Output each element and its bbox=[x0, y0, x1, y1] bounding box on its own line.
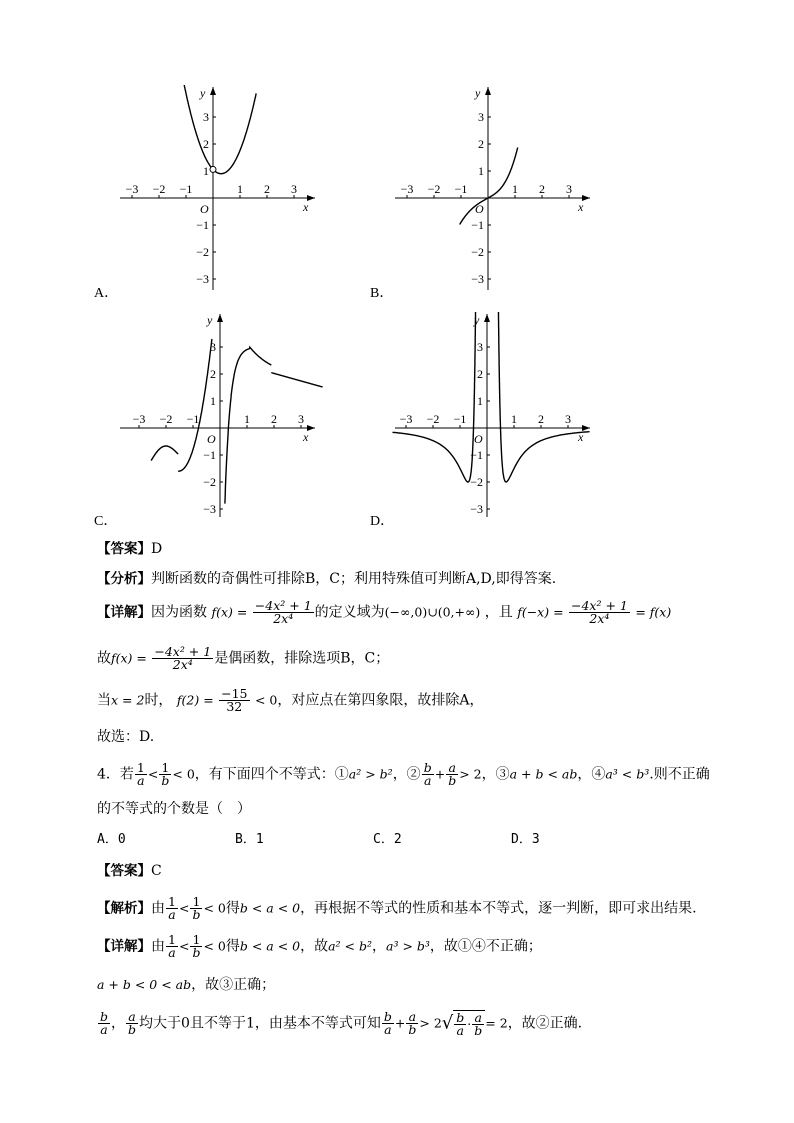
answer-tag: 【答案】 bbox=[97, 541, 151, 557]
q3-analysis-line bbox=[97, 568, 556, 590]
frac-a-b: $\frac{a}{b}$ bbox=[408, 1009, 417, 1037]
x-tick-label: 1 bbox=[244, 412, 250, 426]
frac-1-a: $\frac{1}{a}$ bbox=[136, 760, 145, 788]
graph-option-a bbox=[115, 85, 325, 295]
function-fraction-2: $\frac{\text{−4x² + 1}}{\text{2x⁴}}$ bbox=[571, 598, 628, 626]
frac-b-a: $\frac{b}{a}$ bbox=[423, 760, 432, 788]
x-tick-label: 2 bbox=[271, 412, 277, 426]
x-axis-label: x bbox=[303, 200, 309, 214]
y-tick-label: −1 bbox=[470, 448, 483, 462]
plus: + bbox=[434, 766, 446, 782]
frac-1-b: $\frac{1}{b}$ bbox=[192, 932, 201, 960]
x-tick-label: −2 bbox=[427, 182, 441, 196]
frac-a-b: $\frac{a}{b}$ bbox=[448, 760, 457, 788]
function-expr: f(x) = bbox=[211, 604, 248, 620]
q4-answer-line bbox=[97, 860, 162, 882]
detail-text: ，且 bbox=[484, 604, 513, 621]
y-tick-label: 1 bbox=[478, 164, 484, 178]
detail-text: 故 bbox=[97, 650, 111, 667]
x-axis-label: x bbox=[303, 430, 309, 444]
y-tick-label: 3 bbox=[210, 340, 216, 354]
lt: < bbox=[178, 900, 190, 916]
x-tick-label: 1 bbox=[237, 182, 243, 196]
q4-choices bbox=[97, 828, 649, 851]
detail-text: 得 bbox=[225, 938, 240, 955]
sum-product-expr: a + b < 0 < ab bbox=[97, 977, 192, 992]
option-d-label: D． bbox=[370, 514, 395, 529]
sqrt-icon: √ bbox=[441, 1012, 454, 1034]
detail-tag: 【详解】 bbox=[97, 604, 151, 621]
graph-option-d bbox=[390, 312, 600, 522]
y-tick-label: 1 bbox=[203, 164, 209, 178]
inequality-3: a + b < ab bbox=[509, 766, 578, 782]
detail-text: 由 bbox=[151, 938, 165, 955]
frac-a-b: $\frac{a}{b}$ bbox=[128, 1009, 137, 1037]
detail-text: ， bbox=[372, 938, 387, 955]
stem-text: ，有下面四个不等式：① bbox=[194, 766, 349, 783]
x-tick-label: 2 bbox=[264, 182, 270, 196]
gt-two: > 2 bbox=[419, 1015, 442, 1031]
q3-detail-line-4 bbox=[97, 726, 154, 748]
lt: < bbox=[178, 938, 190, 954]
detail-text: 时， bbox=[144, 692, 173, 709]
y-tick-label: −1 bbox=[196, 218, 209, 232]
answer-value: D bbox=[151, 541, 163, 557]
detail-text: 故选：D. bbox=[97, 729, 155, 745]
jiexi-text: ，再根据不等式的性质和基本不等式，逐一判断，即可求出结果. bbox=[300, 900, 697, 917]
choice-d[interactable]: D．3 bbox=[511, 832, 540, 847]
x-tick-label: 3 bbox=[565, 412, 571, 426]
question-number: 4．若 bbox=[97, 766, 134, 783]
x-tick-label: −1 bbox=[454, 182, 468, 196]
origin-label: O bbox=[475, 202, 484, 216]
stem-text: ，② bbox=[392, 766, 421, 783]
frac-b-a: $\frac{b}{a}$ bbox=[456, 1010, 465, 1038]
y-axis-arrow-icon bbox=[210, 87, 216, 95]
x-tick-label: −3 bbox=[125, 182, 139, 196]
y-tick-label: 3 bbox=[203, 110, 209, 124]
y-tick-label: −3 bbox=[203, 502, 216, 516]
y-axis-label: y bbox=[200, 86, 206, 100]
lt-zero: < 0 bbox=[203, 938, 226, 954]
x-tick-label: −2 bbox=[426, 412, 440, 426]
f-neg-x-expr: f(−x) = bbox=[517, 604, 564, 620]
frac-1-b: $\frac{1}{b}$ bbox=[161, 760, 170, 788]
curve-right-tail bbox=[271, 373, 322, 387]
stem-text: ，③ bbox=[481, 766, 510, 783]
square-ineq: a² < b² bbox=[328, 938, 373, 954]
origin-label: O bbox=[207, 432, 216, 446]
q4-detail-line-2 bbox=[97, 974, 275, 996]
choice-a[interactable]: A．0 bbox=[97, 832, 126, 847]
frac-a-b: $\frac{a}{b}$ bbox=[474, 1010, 483, 1038]
x-tick-label: 1 bbox=[511, 412, 517, 426]
jiexi-text: 由 bbox=[151, 900, 165, 917]
x-tick-label: −1 bbox=[186, 412, 200, 426]
frac-1-b: $\frac{1}{b}$ bbox=[192, 894, 201, 922]
b-a-order: b < a < 0 bbox=[239, 938, 301, 954]
frac-b-a: $\frac{b}{a}$ bbox=[100, 1009, 109, 1037]
plus: + bbox=[394, 1015, 406, 1031]
q3-detail-line-1 bbox=[97, 600, 671, 625]
x-tick-label: −3 bbox=[399, 412, 413, 426]
frac-1-a: $\frac{1}{a}$ bbox=[168, 932, 176, 960]
detail-text: ，故 bbox=[300, 938, 329, 955]
x-tick-label: 2 bbox=[538, 412, 544, 426]
curve-left bbox=[393, 432, 473, 482]
q4-stem-line-2 bbox=[97, 798, 251, 820]
detail-text: ，对应点在第四象限，故排除A， bbox=[277, 692, 484, 709]
x-tick-label: 1 bbox=[512, 182, 518, 196]
y-tick-label: −2 bbox=[470, 475, 483, 489]
graph-option-b bbox=[390, 85, 600, 295]
y-axis-label: y bbox=[475, 86, 481, 100]
q4-jiexi-line bbox=[97, 896, 697, 921]
x-tick-label: −2 bbox=[159, 412, 173, 426]
detail-text: ， bbox=[111, 1015, 126, 1032]
function-fraction: $\frac{\text{−4x² + 1}}{\text{2x⁴}}$ bbox=[254, 598, 312, 626]
analysis-text: 判断函数的奇偶性可排除B，C；利用特殊值可判断A,D,即得答案. bbox=[151, 571, 557, 587]
stem-text: ，④ bbox=[577, 766, 606, 783]
frac-b-a: $\frac{b}{a}$ bbox=[383, 1009, 392, 1037]
x-tick-label: −1 bbox=[453, 412, 467, 426]
option-a-label: A． bbox=[94, 286, 119, 301]
y-tick-label: 1 bbox=[477, 394, 483, 408]
detail-text: 均大于0且不等于1，由基本不等式可知 bbox=[139, 1015, 381, 1032]
y-tick-label: 2 bbox=[203, 137, 209, 151]
y-tick-label: 2 bbox=[210, 367, 216, 381]
jiexi-tag: 【解析】 bbox=[97, 900, 151, 917]
q3-detail-line-3 bbox=[97, 688, 484, 713]
choice-c[interactable]: C．2 bbox=[373, 832, 402, 847]
y-tick-label: 3 bbox=[477, 340, 483, 354]
x-tick-label: −1 bbox=[179, 182, 193, 196]
detail-text: 当 bbox=[97, 692, 111, 709]
jiexi-text: 得 bbox=[225, 900, 240, 917]
x-axis-label: x bbox=[578, 200, 584, 214]
x-tick-label: 3 bbox=[566, 182, 572, 196]
q3-answer-line bbox=[97, 538, 162, 560]
y-axis-arrow-icon bbox=[485, 87, 491, 95]
answer-value: C bbox=[151, 863, 162, 879]
y-axis-label: y bbox=[207, 313, 213, 327]
analysis-tag: 【分析】 bbox=[97, 571, 151, 587]
q4-stem-line-1 bbox=[97, 762, 710, 787]
x-tick-label: 3 bbox=[291, 182, 297, 196]
detail-text: 是偶函数，排除选项B，C； bbox=[214, 650, 390, 667]
domain-expr: (−∞,0)∪(0,+∞) bbox=[384, 604, 481, 620]
choice-b[interactable]: B．1 bbox=[235, 832, 264, 847]
detail-text: 的定义域为 bbox=[314, 604, 385, 621]
x-axis-label: x bbox=[578, 430, 584, 444]
y-axis-arrow-icon bbox=[484, 314, 490, 322]
detail-text: 因为函数 bbox=[151, 604, 207, 621]
option-c-label: C． bbox=[94, 514, 118, 529]
lt-zero: < 0 bbox=[254, 692, 278, 708]
q4-detail-line-1 bbox=[97, 934, 542, 959]
detail-text: ，故③正确； bbox=[191, 977, 276, 993]
f-2-fraction: $\frac{-15}{32}$ bbox=[221, 686, 248, 714]
y-tick-label: −3 bbox=[470, 502, 483, 516]
stem-text: .则不正确 bbox=[649, 766, 710, 783]
y-axis-label: y bbox=[474, 313, 480, 327]
curve-left-low bbox=[151, 446, 178, 461]
lt: < bbox=[147, 766, 159, 782]
y-tick-label: −3 bbox=[196, 272, 209, 286]
b-a-order: b < a < 0 bbox=[239, 900, 301, 916]
q4-detail-line-3 bbox=[97, 1010, 582, 1037]
x-tick-label: −2 bbox=[152, 182, 166, 196]
x-tick-label: −3 bbox=[400, 182, 414, 196]
inequality-4: a³ < b³ bbox=[605, 766, 650, 782]
y-tick-label: 1 bbox=[210, 394, 216, 408]
y-tick-label: −1 bbox=[471, 218, 484, 232]
x-tick-label: 3 bbox=[298, 412, 304, 426]
option-b-label: B． bbox=[370, 286, 394, 301]
dot: · bbox=[467, 1016, 472, 1032]
function-fraction-3: $\frac{\text{−4x² + 1}}{\text{2x⁴}}$ bbox=[154, 644, 212, 672]
lt-zero: < 0 bbox=[203, 900, 226, 916]
q3-detail-line-2 bbox=[97, 646, 389, 671]
graph-option-c bbox=[115, 312, 325, 522]
eq-f-x: = f(x) bbox=[635, 604, 672, 620]
inequality-1: a² > b² bbox=[348, 766, 393, 782]
y-tick-label: 2 bbox=[477, 367, 483, 381]
x-value: x = 2 bbox=[111, 692, 145, 708]
x-tick-label: −3 bbox=[132, 412, 146, 426]
y-tick-label: −1 bbox=[203, 448, 216, 462]
y-tick-label: −2 bbox=[203, 475, 216, 489]
origin-label: O bbox=[474, 432, 483, 446]
y-tick-label: −3 bbox=[471, 272, 484, 286]
function-expr: f(x) = bbox=[111, 650, 147, 666]
lt-zero: < 0 bbox=[172, 766, 195, 782]
detail-tag: 【详解】 bbox=[97, 938, 151, 955]
eq-two: = 2 bbox=[485, 1015, 508, 1031]
curve-right bbox=[502, 432, 590, 482]
f-2-expr: f(2) = bbox=[176, 692, 214, 708]
curve-left bbox=[172, 85, 213, 169]
cube-ineq: a³ > b³ bbox=[386, 938, 430, 954]
y-tick-label: 3 bbox=[478, 110, 484, 124]
y-tick-label: −2 bbox=[471, 245, 484, 259]
y-axis-arrow-icon bbox=[217, 314, 223, 322]
y-tick-label: −2 bbox=[196, 245, 209, 259]
curve-right bbox=[213, 93, 256, 173]
gt-two: > 2 bbox=[459, 766, 482, 782]
open-point bbox=[210, 166, 216, 172]
answer-tag: 【答案】 bbox=[97, 863, 151, 879]
frac-1-a: $\frac{1}{a}$ bbox=[168, 894, 176, 922]
y-tick-label: 2 bbox=[478, 137, 484, 151]
curve-right-spike bbox=[497, 312, 502, 459]
detail-text: ，故②正确. bbox=[507, 1015, 583, 1032]
stem-text: 的不等式的个数是（ ） bbox=[97, 801, 251, 817]
origin-label: O bbox=[200, 202, 209, 216]
x-tick-label: 2 bbox=[539, 182, 545, 196]
sqrt-body bbox=[453, 1010, 485, 1037]
detail-text: ，故①④不正确； bbox=[429, 938, 542, 955]
